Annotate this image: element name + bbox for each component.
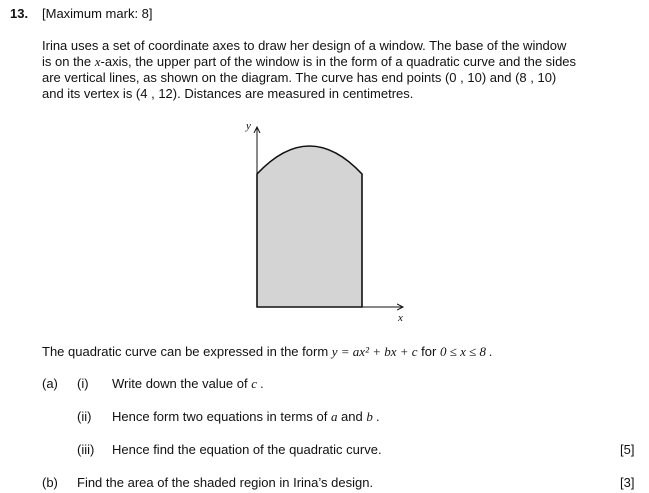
form-statement bbox=[42, 344, 493, 359]
intro-line-4: and its vertex is (4 , 12). Distances are measured in centimetres. bbox=[42, 86, 414, 101]
part-a-i-prompt: Write down the value of bbox=[112, 376, 252, 391]
quadratic-form: y = ax² + bx + c bbox=[331, 344, 418, 359]
a-variable: a bbox=[330, 409, 338, 424]
part-a-i-text bbox=[112, 376, 264, 391]
part-b-text: Find the area of the shaded region in Irina’s design. bbox=[77, 475, 374, 490]
and-text: and bbox=[337, 409, 367, 424]
part-a-iii-text: Hence find the equation of the quadratic curve. bbox=[112, 442, 382, 457]
question-number: 13. bbox=[10, 6, 29, 21]
b-variable: b bbox=[366, 409, 373, 424]
x-axis-label: x bbox=[398, 312, 403, 324]
intro-line-3: are vertical lines, as shown on the diagram. The curve has end points (0 , 10) and (8 , 10) bbox=[42, 70, 557, 85]
maximum-mark: [Maximum mark: 8] bbox=[42, 6, 153, 21]
c-variable: c bbox=[251, 376, 258, 391]
part-a-i-period: . bbox=[257, 376, 264, 391]
part-a-ii-label: (ii) bbox=[77, 409, 92, 424]
part-a-ii-period: . bbox=[372, 409, 380, 424]
intro-line-2-start: is on the bbox=[42, 54, 95, 69]
y-axis-label: y bbox=[246, 120, 251, 132]
part-a-label: (a) bbox=[42, 376, 58, 391]
shaded-window-region bbox=[257, 146, 362, 307]
part-a-ii-prompt: Hence form two equations in terms of bbox=[112, 409, 331, 424]
part-b-label: (b) bbox=[42, 475, 58, 490]
for-text: for bbox=[417, 344, 440, 359]
part-a-ii-text bbox=[112, 409, 379, 424]
intro-line-2-end: -axis, the upper part of the window is in the form of a quadratic curve and the sides bbox=[100, 54, 577, 69]
x-variable: x bbox=[94, 54, 101, 69]
form-text: The quadratic curve can be expressed in the form bbox=[42, 344, 332, 359]
part-a-i-label: (i) bbox=[77, 376, 89, 391]
part-b-marks: [3] bbox=[620, 475, 635, 490]
part-a-iii-label: (iii) bbox=[77, 442, 95, 457]
part-a-marks: [5] bbox=[620, 442, 635, 457]
intro-line-1: Irina uses a set of coordinate axes to draw her design of a window. The base of the window bbox=[42, 38, 567, 53]
domain-inequality: 0 ≤ x ≤ 8 . bbox=[439, 344, 493, 359]
